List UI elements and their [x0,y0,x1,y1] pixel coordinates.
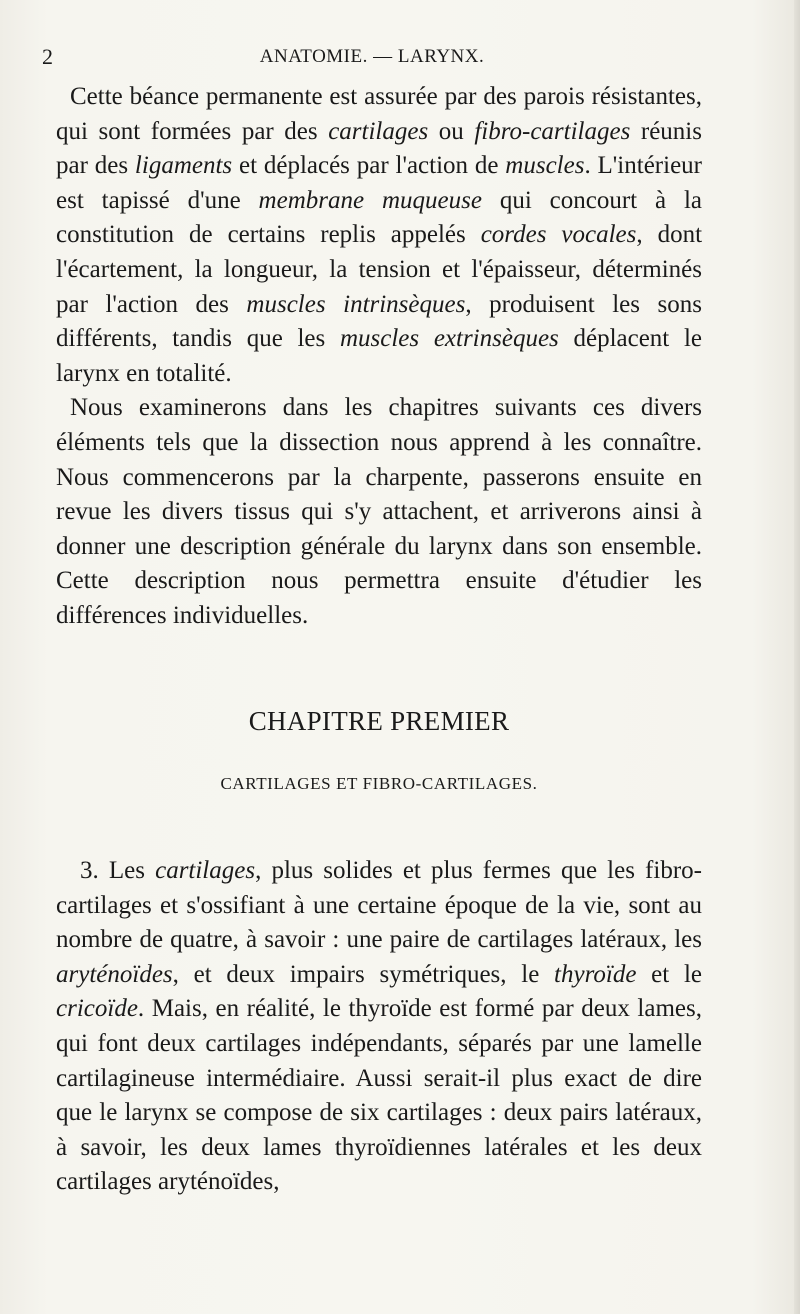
italic-term: fibro-cartilages [474,117,631,145]
italic-term: cordes vocales [480,221,637,249]
italic-term: muscles intrinsèques [246,290,466,318]
page-header [42,44,702,74]
text-run: . L'intérieur est tapissé d'une [56,152,702,214]
text-run: 3. Les [80,857,156,884]
text-run: , et deux impairs symétriques, le [172,960,555,988]
text-run: et déplacés par l'action de [232,152,506,180]
paragraph [56,391,702,633]
section-3-text [56,854,702,1200]
italic-term: thyroïde [554,960,637,988]
text-run: ou [428,117,475,145]
italic-term: cartilages [155,857,256,884]
text-run: , produisent les sons différents, tandis que les [56,290,702,353]
chapter-subtitle: CARTILAGES ET FIBRO-CARTILAGES. [220,774,538,793]
italic-term: ligaments [134,152,233,180]
italic-term: membrane muqueuse [258,186,482,214]
text-run: , dont l'écartement, la longueur, la tension et l'épaisseur, déterminés par l'action des [56,221,703,318]
italic-term: cartilages [328,117,429,145]
running-head: ANATOMIE. — LARYNX. [259,46,485,67]
page-number: 2 [42,44,53,69]
chapter-title: CHAPITRE PREMIER [248,706,510,736]
italic-term: muscles extrinsèques [339,325,559,353]
paragraph [56,854,702,1200]
text-run: . Mais, en réalité, le thyroïde est formé par deux lames, qui font deux cartilages indépendants, séparés par une lamelle cartilagineuse intermédiaire. Aussi serait-il plus exact de dire que le larynx se compose de six cartilages : deux pairs latéraux, à savoir, les deux lames thyroïdiennes latérales et les deux cartilages aryténoïdes, [56,995,702,1196]
text-run: réunis par des [56,117,702,180]
italic-term: cricoïde [56,995,138,1023]
text-run: Cette béance permanente est assurée par des parois résistantes, qui sont formées par des [56,83,702,145]
page-edge [794,0,800,1314]
paragraph [56,80,702,391]
italic-term: muscles [505,152,585,180]
text-run: qui concourt à la constitution de certains replis appelés [56,186,702,249]
text-run: , plus solides et plus fermes que les fibro-cartilages et s'ossifiant à une certaine époque de la vie, sont au nombre de quatre, à savoir : une paire de cartilages latéraux, les [56,857,702,954]
text-run: Nous examinerons dans les chapitres suivants ces divers éléments tels que la dissection nous apprend à les connaître. Nous commencerons par la charpente, passerons ensuite en revue les divers tissus qui s'y attachent, et arriverons ainsi à donner une description générale du larynx dans son ensemble. Cette description nous permettra ensuite d'étudier les différences individuelles. [56,394,702,629]
text-run: déplacent le larynx en totalité. [56,325,702,387]
intro-text [56,80,702,634]
text-run: et le [636,960,702,988]
italic-term: aryténoïdes [56,960,173,988]
